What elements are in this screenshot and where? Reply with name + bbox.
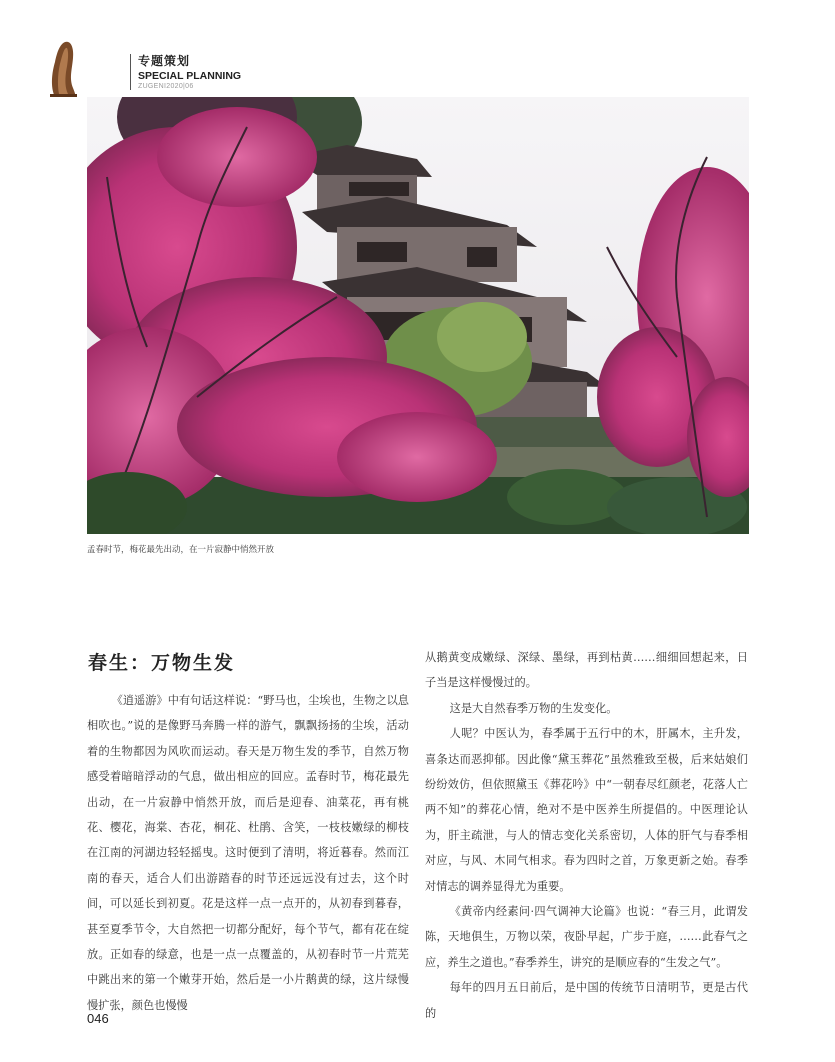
logo-icon	[46, 40, 80, 98]
photo-caption: 孟春时节，梅花最先出动，在一片寂静中悄然开放	[87, 545, 275, 555]
section-title-en: SPECIAL PLANNING	[138, 70, 242, 82]
article-title: 春生：万物生发	[88, 652, 236, 674]
page-header	[46, 40, 346, 100]
header-divider	[130, 54, 131, 90]
plum-blossom-photo	[87, 97, 749, 534]
paragraph: 从鹅黄变成嫩绿、深绿、墨绿，再到枯黄……细细回想起来，日子当是这样慢慢过的。	[425, 651, 748, 690]
paragraph: 《逍遥游》中有句话这样说：“野马也，尘埃也，生物之以息相吹也。”说的是像野马奔腾一样的游气，飘飘扬扬的尘埃，活动着的生物都因为风吹而运动。春天是万物生发的季节，自然万物感受着暗暗浮动的气息，做出相应的回应。孟春时节，梅花最先出动，在一片寂静中悄然开放，而后是迎春、油菜花，再有桃花、樱花，海棠、杏花，桐花、杜鹃、含笑，一枝枝嫩绿的柳枝在江南的河湖边轻轻摇曳。这时便到了清明，将近暮春。然而江南的春天，适合人们出游踏春的时节还远远没有过去，这个时间，可以延长到初夏。花是这样一点一点开的，从初春到暮春，甚至夏季节令，大自然把一切都分配好，每个节气，都有花在绽放。正如春的绿意，也是一点一点覆盖的，从初春时节一片荒芜中跳出来的第一个嫩芽开始，然后是一小片鹅黄的绿，这片绿慢慢扩张，颜色也慢慢	[87, 694, 409, 1012]
issue-code: ZUGENI2020|06	[138, 83, 194, 90]
paragraph: 人呢？中医认为，春季属于五行中的木，肝属木，主升发，喜条达而恶抑郁。因此像“黛玉葬花”虽然雅致至极，后来姑娘们纷纷效仿，但依照黛玉《葬花吟》中“一朝春尽红颜老，花落人亡两不知”的葬花心情，绝对不是中医养生所提倡的。中医理论认为，肝主疏泄，与人的情志变化关系密切，人体的肝气与春季相对应，与风、木同气相求。春为四时之首，万象更新之始。春季对情志的调养显得尤为重要。	[425, 727, 748, 893]
section-title-cn: 专题策划	[138, 54, 191, 68]
page-number: 046	[87, 1011, 109, 1026]
paragraph: 《黄帝内经素问·四气调神大论篇》也说：“春三月，此谓发陈，天地俱生，万物以荣，夜卧早起，广步于庭，……此春气之应，养生之道也。”春季养生，讲究的是顺应春的“生发之气”。	[425, 905, 748, 969]
article-column-left	[87, 688, 409, 1018]
paragraph: 每年的四月五日前后，是中国的传统节日清明节，更是古代的	[425, 981, 748, 1020]
plum-blossom-pagoda-photo-icon	[87, 97, 749, 534]
paragraph: 这是大自然春季万物的生发变化。	[449, 701, 618, 715]
article-column-right	[425, 645, 748, 1026]
